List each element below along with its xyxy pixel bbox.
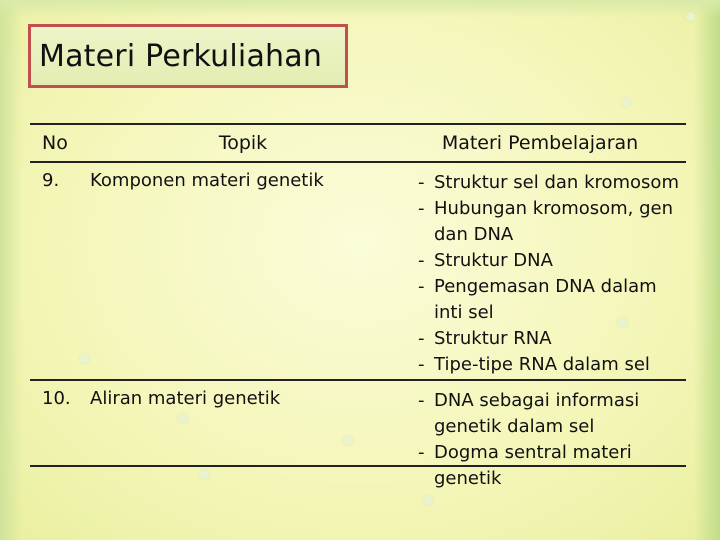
row-materi	[388, 163, 686, 379]
decorative-dot	[200, 470, 209, 479]
header-materi: Materi Pembelajaran	[441, 132, 639, 154]
row-number: 9.	[42, 170, 60, 191]
row-topic: Komponen materi genetik	[90, 170, 324, 191]
frame-right-border	[694, 0, 720, 540]
materi-table	[30, 123, 686, 489]
page-title: Materi Perkuliahan	[39, 38, 323, 74]
header-no: No	[42, 132, 68, 154]
row-topic: Aliran materi genetik	[90, 388, 281, 409]
decorative-dot	[686, 12, 695, 21]
table-row	[30, 381, 686, 489]
title-box	[28, 24, 348, 88]
table-row	[30, 163, 686, 381]
decorative-dot	[622, 98, 631, 107]
list-item: - Struktur RNA	[418, 326, 686, 352]
list-item: - Struktur DNA	[418, 248, 686, 274]
list-item: - Hubungan kromosom, gen dan DNA	[418, 196, 686, 248]
row-materi	[388, 381, 686, 489]
frame-left-border	[0, 0, 22, 540]
list-item: - Pengemasan DNA dalam inti sel	[418, 274, 686, 326]
header-topic: Topik	[218, 132, 268, 154]
materi-list	[388, 170, 686, 378]
decorative-dot	[424, 496, 433, 505]
table-header-row	[30, 125, 686, 163]
list-item: - Tipe-tipe RNA dalam sel	[418, 352, 686, 378]
materi-list	[388, 388, 686, 492]
frame-top-border	[0, 0, 720, 18]
row-number: 10.	[42, 388, 71, 409]
list-item: - Dogma sentral materi genetik	[418, 440, 686, 492]
list-item: - DNA sebagai informasi genetik dalam sel	[418, 388, 686, 440]
list-item: - Struktur sel dan kromosom	[418, 170, 686, 196]
